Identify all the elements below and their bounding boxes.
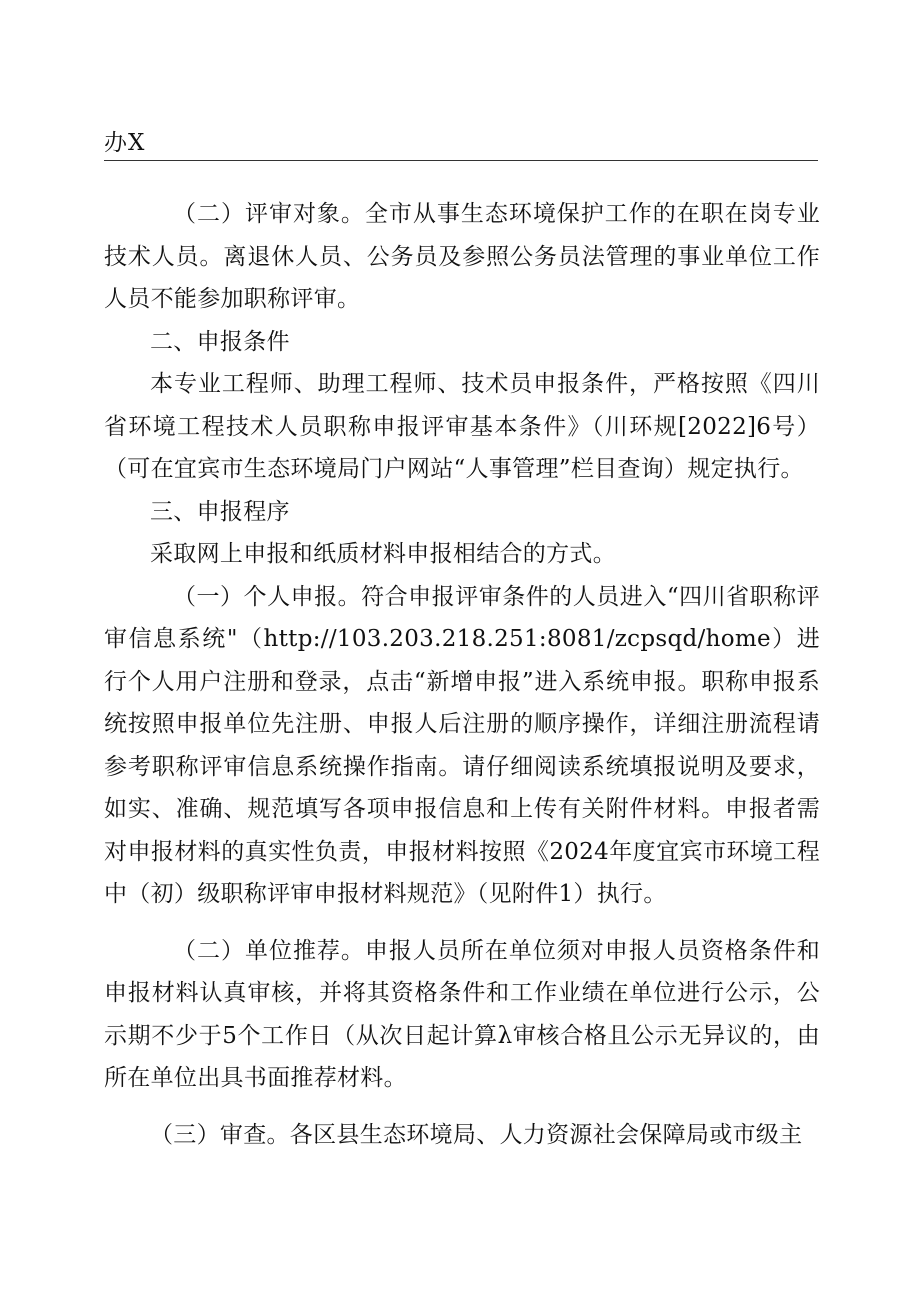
section-heading-conditions: 二、申报条件 [150,328,290,355]
paragraph-review: （三）审查。各区县生态环境局、人力资源社会保障局或市级主 [150,1121,803,1148]
paragraph-procedure-intro: 采取网上申报和纸质材料申报相结合的方式。 [150,541,616,567]
paragraph-review-target: （二）评审对象。全市从事生态环境保护工作的在职在岗专业技术人员。离退休人员、公务员及参照公务员法管理的事业单位工作人员不能参加职称评审。 [104,201,820,312]
paragraph-unit-recommendation: （二）单位推荐。申报人员所在单位须对申报人员资格条件和申报材料认真审核，并将其资格条件和工作业绩在单位进行公示，公示期不少于5个工作日（从次日起计算λ审核合格且公示无异议的，由所在单位出具书面推荐材料。 [104,937,820,1091]
page-header: 办X [104,130,146,156]
section-heading-procedure: 三、申报程序 [150,498,290,525]
document-body [104,193,820,1156]
paragraph-conditions: 本专业工程师、助理工程师、技术员申报条件，严格按照《四川省环境工程技术人员职称申报评审基本条件》（川环规[2022]6号）（可在宜宾市生态环境局门户网站“人事管理”栏目查询）规定执行。 [104,371,820,482]
paragraph-personal-application: （一）个人申报。符合申报评审条件的人员进入“四川省职称评审信息系统"（http://103.203.218.251:8081/zcpsqd/home）进行个人用户注册和登录，点击“新增申报”进入系统申报。职称申报系统按照申报单位先注册、申报人后注册的顺序操作，详细注册流程请参考职称评审信息系统操作指南。请仔细阅读系统填报说明及要求，如实、准确、规范填写各项申报信息和上传有关附件材料。申报者需对申报材料的真实性负责，申报材料按照《2024年度宜宾市环境工程中（初）级职称评审申报材料规范》（见附件1）执行。 [104,583,820,907]
header-divider [104,160,818,161]
